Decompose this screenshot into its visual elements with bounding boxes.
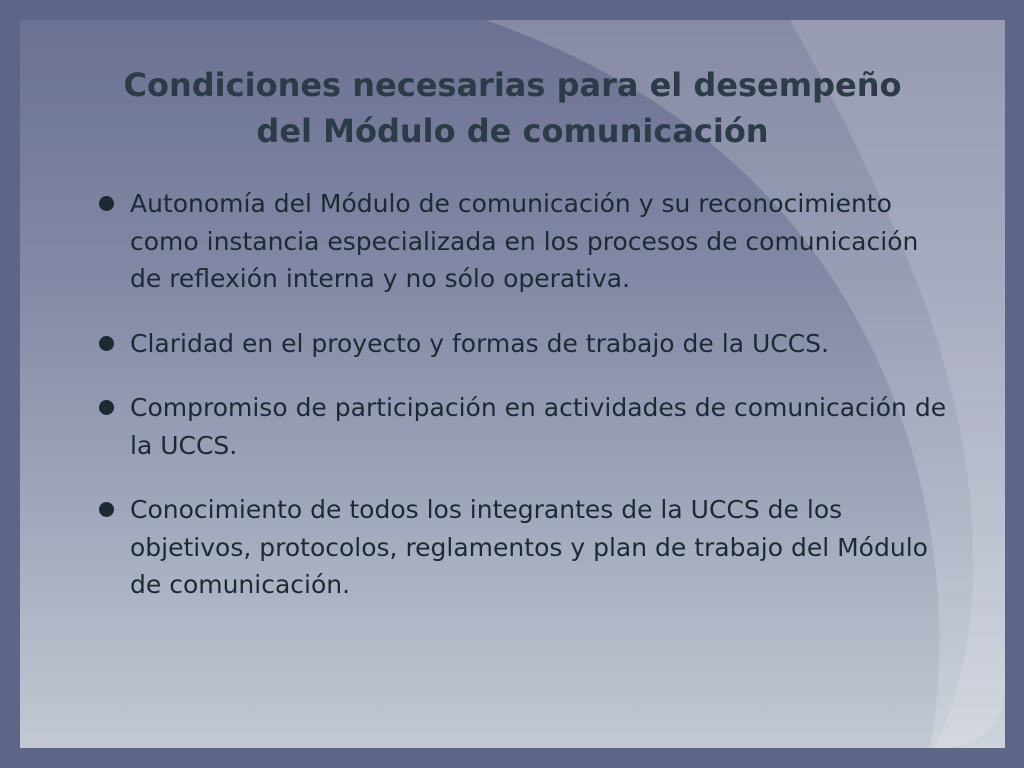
bullet-text: Conocimiento de todos los integrantes de la UCCS de los objetivos, protocolos, reglamentos y plan de trabajo del Módulo de comunicación. — [130, 495, 928, 599]
slide-title — [80, 62, 945, 154]
bullet-text: Compromiso de participación en actividades de comunicación de la UCCS. — [130, 393, 947, 460]
bullet-item — [98, 325, 948, 363]
slide — [20, 20, 1005, 748]
bullet-text: Claridad en el proyecto y formas de trabajo de la UCCS. — [130, 328, 829, 358]
bullet-dot-icon — [99, 400, 114, 415]
bullet-item — [98, 389, 948, 464]
bullet-item — [98, 491, 948, 604]
bullet-dot-icon — [99, 336, 114, 351]
bullet-dot-icon — [99, 196, 114, 211]
bullet-list — [98, 185, 948, 631]
bullet-item — [98, 185, 948, 298]
bullet-dot-icon — [99, 502, 114, 517]
slide-title-line-2: del Módulo de comunicación — [256, 112, 769, 150]
slide-title-line-1: Condiciones necesarias para el desempeño — [123, 66, 902, 104]
bullet-text: Autonomía del Módulo de comunicación y su reconocimiento como instancia especializada en los procesos de comunicación de reflexión interna y no sólo operativa. — [130, 189, 919, 293]
